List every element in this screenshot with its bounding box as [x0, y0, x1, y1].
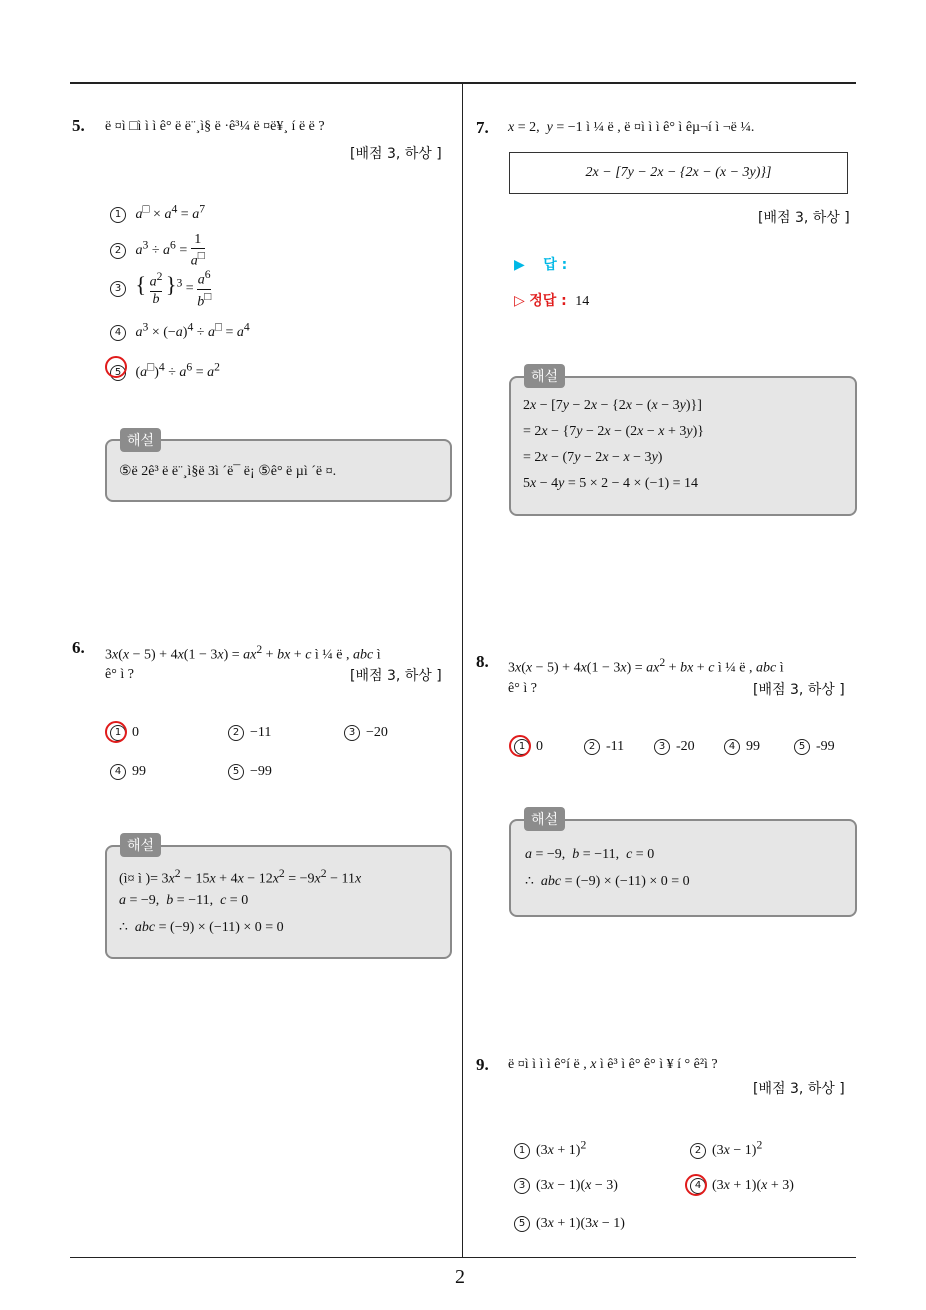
- option-number: 3: [514, 1178, 530, 1194]
- q6-explanation-line: a = −9, b = −11, c = 0: [119, 893, 249, 908]
- q5-option-4[interactable]: [110, 320, 250, 341]
- q8-explanation-line: a = −9, b = −11, c = 0: [525, 847, 655, 862]
- q6-explanation-box: [105, 845, 452, 959]
- q7-correct-row: [514, 290, 589, 310]
- q8-option-4[interactable]: [724, 739, 760, 755]
- option-text: $a^3 \times (-a)^4 \div a^□ = a^4$: [135, 320, 250, 340]
- q5-text: ë ¤ì □ì ì ì ê° ë ë¨¸ì§ ë ·ê³¼ ë ¤ë¥¸ í ë ë ?: [105, 119, 325, 134]
- q7-explanation-box: [509, 376, 857, 516]
- q6-score: [배점 3, 하상 ]: [350, 668, 442, 684]
- q8-score: [배점 3, 하상 ]: [753, 682, 845, 698]
- q7-explanation-label: 해설: [524, 364, 565, 388]
- option-text: 99: [132, 764, 146, 779]
- option-number: 1: [110, 207, 126, 223]
- q8-explanation-line: ∴ abc = (−9) × (−11) × 0 = 0: [525, 874, 690, 889]
- option-number: 5: [110, 365, 126, 381]
- q8-text-line1: $3x(x - 5) + 4x(1 - 3x) = ax^2$ + bx + c ì ¼ ë , abc ì: [508, 656, 784, 676]
- option-number: 2: [228, 725, 244, 741]
- outline-play-icon: ▷: [514, 293, 525, 309]
- q5-selected-mark: [105, 356, 127, 378]
- q9-selected-mark: [685, 1174, 707, 1196]
- option-number: 3: [110, 281, 126, 297]
- q9-number: 9.: [476, 1055, 489, 1074]
- option-text: $(3x + 1)^2$: [536, 1138, 587, 1158]
- option-text: −11: [250, 725, 272, 740]
- option-number: 4: [724, 739, 740, 755]
- correct-value: 14: [575, 294, 590, 309]
- q8-option-3[interactable]: [654, 739, 695, 755]
- q7-explanation-line: = 2x − (7y − 2x − x − 3y): [523, 450, 663, 465]
- option-number: 3: [654, 739, 670, 755]
- option-number: 5: [514, 1216, 530, 1232]
- column-divider: [462, 84, 463, 1258]
- option-text: 99: [746, 739, 760, 754]
- q7-explanation-line: = 2x − {7y − 2x − (2x − x + 3y)}: [523, 424, 705, 439]
- q6-option-4[interactable]: [110, 764, 146, 780]
- q8-option-5[interactable]: [794, 739, 835, 755]
- option-number: 1: [110, 725, 126, 741]
- q6-selected-mark: [105, 721, 127, 743]
- option-number: 3: [344, 725, 360, 741]
- q7-number: 7.: [476, 118, 489, 137]
- option-text: (3x + 1)(x + 3): [712, 1178, 794, 1193]
- q8-option-2[interactable]: [584, 739, 624, 755]
- option-text: -99: [816, 739, 835, 754]
- q6-explanation-line: (ì¤ ì )= $3x^2 - 15x + 4x - 12x^2 = -9x^2 - 11x$: [119, 867, 362, 887]
- option-number: 2: [110, 243, 126, 259]
- option-number: 1: [514, 1143, 530, 1159]
- option-number: 4: [110, 764, 126, 780]
- q7-explanation-line: 2x − [7y − 2x − {2x − (x − 3y)}]: [523, 398, 702, 413]
- q9-option-3[interactable]: [514, 1178, 618, 1194]
- option-number: 4: [110, 325, 126, 341]
- play-icon: ▶: [514, 257, 525, 273]
- q5-explanation-label: 해설: [120, 428, 161, 452]
- q5-option-3[interactable]: [110, 268, 211, 310]
- top-rule: [70, 82, 856, 84]
- q5-option-2[interactable]: [110, 232, 205, 270]
- option-number: 2: [584, 739, 600, 755]
- q9-text: ë ¤ì ì ì ì ê°í ë , x ì ê³ ì ê° ê° ì ¥ í ° ê²ì ?: [508, 1057, 718, 1072]
- q9-option-5[interactable]: [514, 1216, 625, 1232]
- option-text: 0: [132, 725, 139, 740]
- page-number: 2: [455, 1266, 465, 1288]
- q9-score: [배점 3, 하상 ]: [753, 1081, 845, 1097]
- q6-option-3[interactable]: [344, 725, 388, 741]
- q7-score: [배점 3, 하상 ]: [758, 210, 850, 226]
- option-text: { $\frac{a^2}{b}$ }$^3$ = $\frac{a^6}{b^□}$: [135, 268, 212, 310]
- q6-option-2[interactable]: [228, 725, 271, 741]
- q8-explanation-label: 해설: [524, 807, 565, 831]
- q5-number: 5.: [72, 116, 85, 135]
- option-number: 5: [794, 739, 810, 755]
- option-text: (3x + 1)(3x − 1): [536, 1216, 625, 1231]
- q6-number: 6.: [72, 638, 85, 657]
- q5-option-1[interactable]: [110, 202, 205, 223]
- option-text: $a^3 \div a^6$ = $\frac{1}{a^□}$: [135, 232, 205, 269]
- option-number: 2: [690, 1143, 706, 1159]
- q5-score: [배점 3, 하상 ]: [350, 146, 442, 162]
- option-number: 1: [514, 739, 530, 755]
- option-text: $(3x - 1)^2$: [712, 1138, 763, 1158]
- option-text: -20: [676, 739, 695, 754]
- q8-number: 8.: [476, 652, 489, 671]
- q8-selected-mark: [509, 735, 531, 757]
- option-text: -11: [606, 739, 625, 754]
- answer-label: 답 :: [543, 257, 568, 273]
- option-text: $a^□ \times a^4 = a^7$: [135, 202, 206, 222]
- q7-formula-box: 2x − [7y − 2x − {2x − (x − 3y)}]: [509, 152, 848, 194]
- q8-explanation-box: [509, 819, 857, 917]
- q5-explanation-line: ⑤ë 2ê³ ë ë¨¸ì§ë 3ì ´ë¯ ë¡ ⑤ê° ë µì ´ë ¤.: [119, 464, 337, 479]
- option-number: 5: [228, 764, 244, 780]
- option-text: $(a^□)^4 \div a^6 = a^2$: [135, 360, 220, 380]
- option-text: 0: [536, 739, 543, 754]
- option-text: (3x − 1)(x − 3): [536, 1178, 618, 1193]
- q7-text: x = 2, y = −1 ì ¼ ë , ë ¤ì ì ì ê° ì êµ¬í ì ¬ë ¼.: [508, 120, 755, 135]
- q6-option-5[interactable]: [228, 764, 272, 780]
- bottom-rule: [70, 1257, 856, 1258]
- q8-text-line2: ê° ì ?: [508, 681, 537, 696]
- q6-text-line1: $3x(x - 5) + 4x(1 - 3x) = ax^2$ + bx + c ì ¼ ë , abc ì: [105, 643, 381, 663]
- q7-explanation-line: 5x − 4y = 5 × 2 − 4 × (−1) = 14: [523, 476, 699, 491]
- q6-text-line2: ê° ì ?: [105, 667, 134, 682]
- q6-explanation-label: 해설: [120, 833, 161, 857]
- q9-option-1[interactable]: [514, 1138, 586, 1159]
- option-text: −99: [250, 764, 272, 779]
- q6-explanation-line: ∴ abc = (−9) × (−11) × 0 = 0: [119, 920, 284, 935]
- option-text: −20: [366, 725, 388, 740]
- q9-option-2[interactable]: [690, 1138, 762, 1159]
- q7-answer-row[interactable]: [514, 254, 567, 274]
- correct-label: 정답 :: [529, 293, 567, 309]
- option-number: 4: [690, 1178, 706, 1194]
